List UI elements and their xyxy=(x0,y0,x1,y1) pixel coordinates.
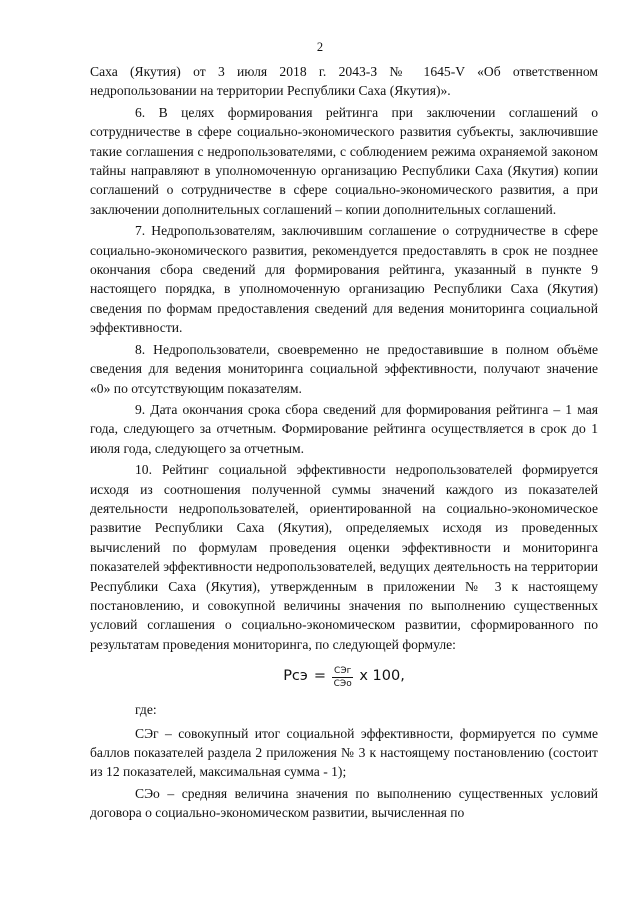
paragraph-item-9: 9. Дата окончания срока сбора сведений для формирования рейтинга – 1 мая года, следующего за отчетным. Формирование рейтинга осуществляется в срок до 1 июля года, следующего за отчетным. xyxy=(90,401,598,456)
formula-rhs: x 100, xyxy=(359,668,405,685)
paragraph-continuation: Саха (Якутия) от 3 июля 2018 г. 2043-З № 1645-V «Об ответственном недропользовании на территории Республики Саха (Якутия)». xyxy=(90,64,598,99)
formula-equals: = xyxy=(313,668,327,685)
definition-seo: СЭо – средняя величина значения по выполнению существенных условий договора о социально-экономическом развитии, вычисленная по xyxy=(90,785,598,821)
formula-numerator: СЭг xyxy=(334,665,352,676)
where-label: где: xyxy=(135,702,157,718)
formula-fraction xyxy=(332,666,353,689)
document-body xyxy=(90,62,598,825)
formula-denominator: СЭо xyxy=(333,678,352,689)
paragraph-item-8: 8. Недропользователи, своевременно не предоставившие в полном объёме сведения для ведения мониторинга социальной эффективности, получают значение «0» по отсутствующим показателям. xyxy=(90,341,598,396)
paragraph-item-7: 7. Недропользователям, заключившим соглашение о сотрудничестве в сфере социально-экономического развития, рекомендуется предоставлять в срок не позднее окончания сбора сведений для формирования рейтинга, указанный в пункте 9 настоящего порядка, в уполномоченную организацию Республики Саха (Якутия) сведения по формам предоставления сведений для ведения мониторинга социальной эффективности. xyxy=(90,223,598,336)
rating-formula xyxy=(90,660,598,694)
page-number: 2 xyxy=(316,40,324,54)
formula-lhs: Рсэ xyxy=(283,668,308,685)
definition-seg: СЭг – совокупный итог социальной эффективности, формируется по сумме баллов показателей раздела 2 приложения № 3 к настоящему постановлению (состоит из 12 показателей, максимальная сумма - 1); xyxy=(90,725,598,780)
paragraph-item-6: 6. В целях формирования рейтинга при заключении соглашений о сотрудничестве в сфере социально-экономического развития субъекты, заключившие такие соглашения с недропользователями, с соблюдением режима охраняемой законом тайны направляют в уполномоченную организацию Республики Саха (Якутия) копии соглашений о сотрудничестве в сфере социально-экономического развития, а при заключении дополнительных соглашений – копии дополнительных соглашений. xyxy=(90,104,598,217)
paragraph-item-10: 10. Рейтинг социальной эффективности недропользователей формируется исходя из соотношения полученной суммы значений каждого из показателей деятельности недропользователей, ориентированной на социально-экономическое развитие Республики Саха (Якутия), определяемых исходя из проведенных вычислений по формулам проведения оценки эффективности и мониторинга показателей эффективности недропользователей, ведущих деятельность на территории Республики Саха (Якутия), утвержденным в приложении № 3 к настоящему постановлению, и совокупной величины значения по выполнению существенных условий соглашения о социально-экономическом развитии, сформированного по результатам проведения мониторинга, по следующей формуле: xyxy=(90,462,598,652)
